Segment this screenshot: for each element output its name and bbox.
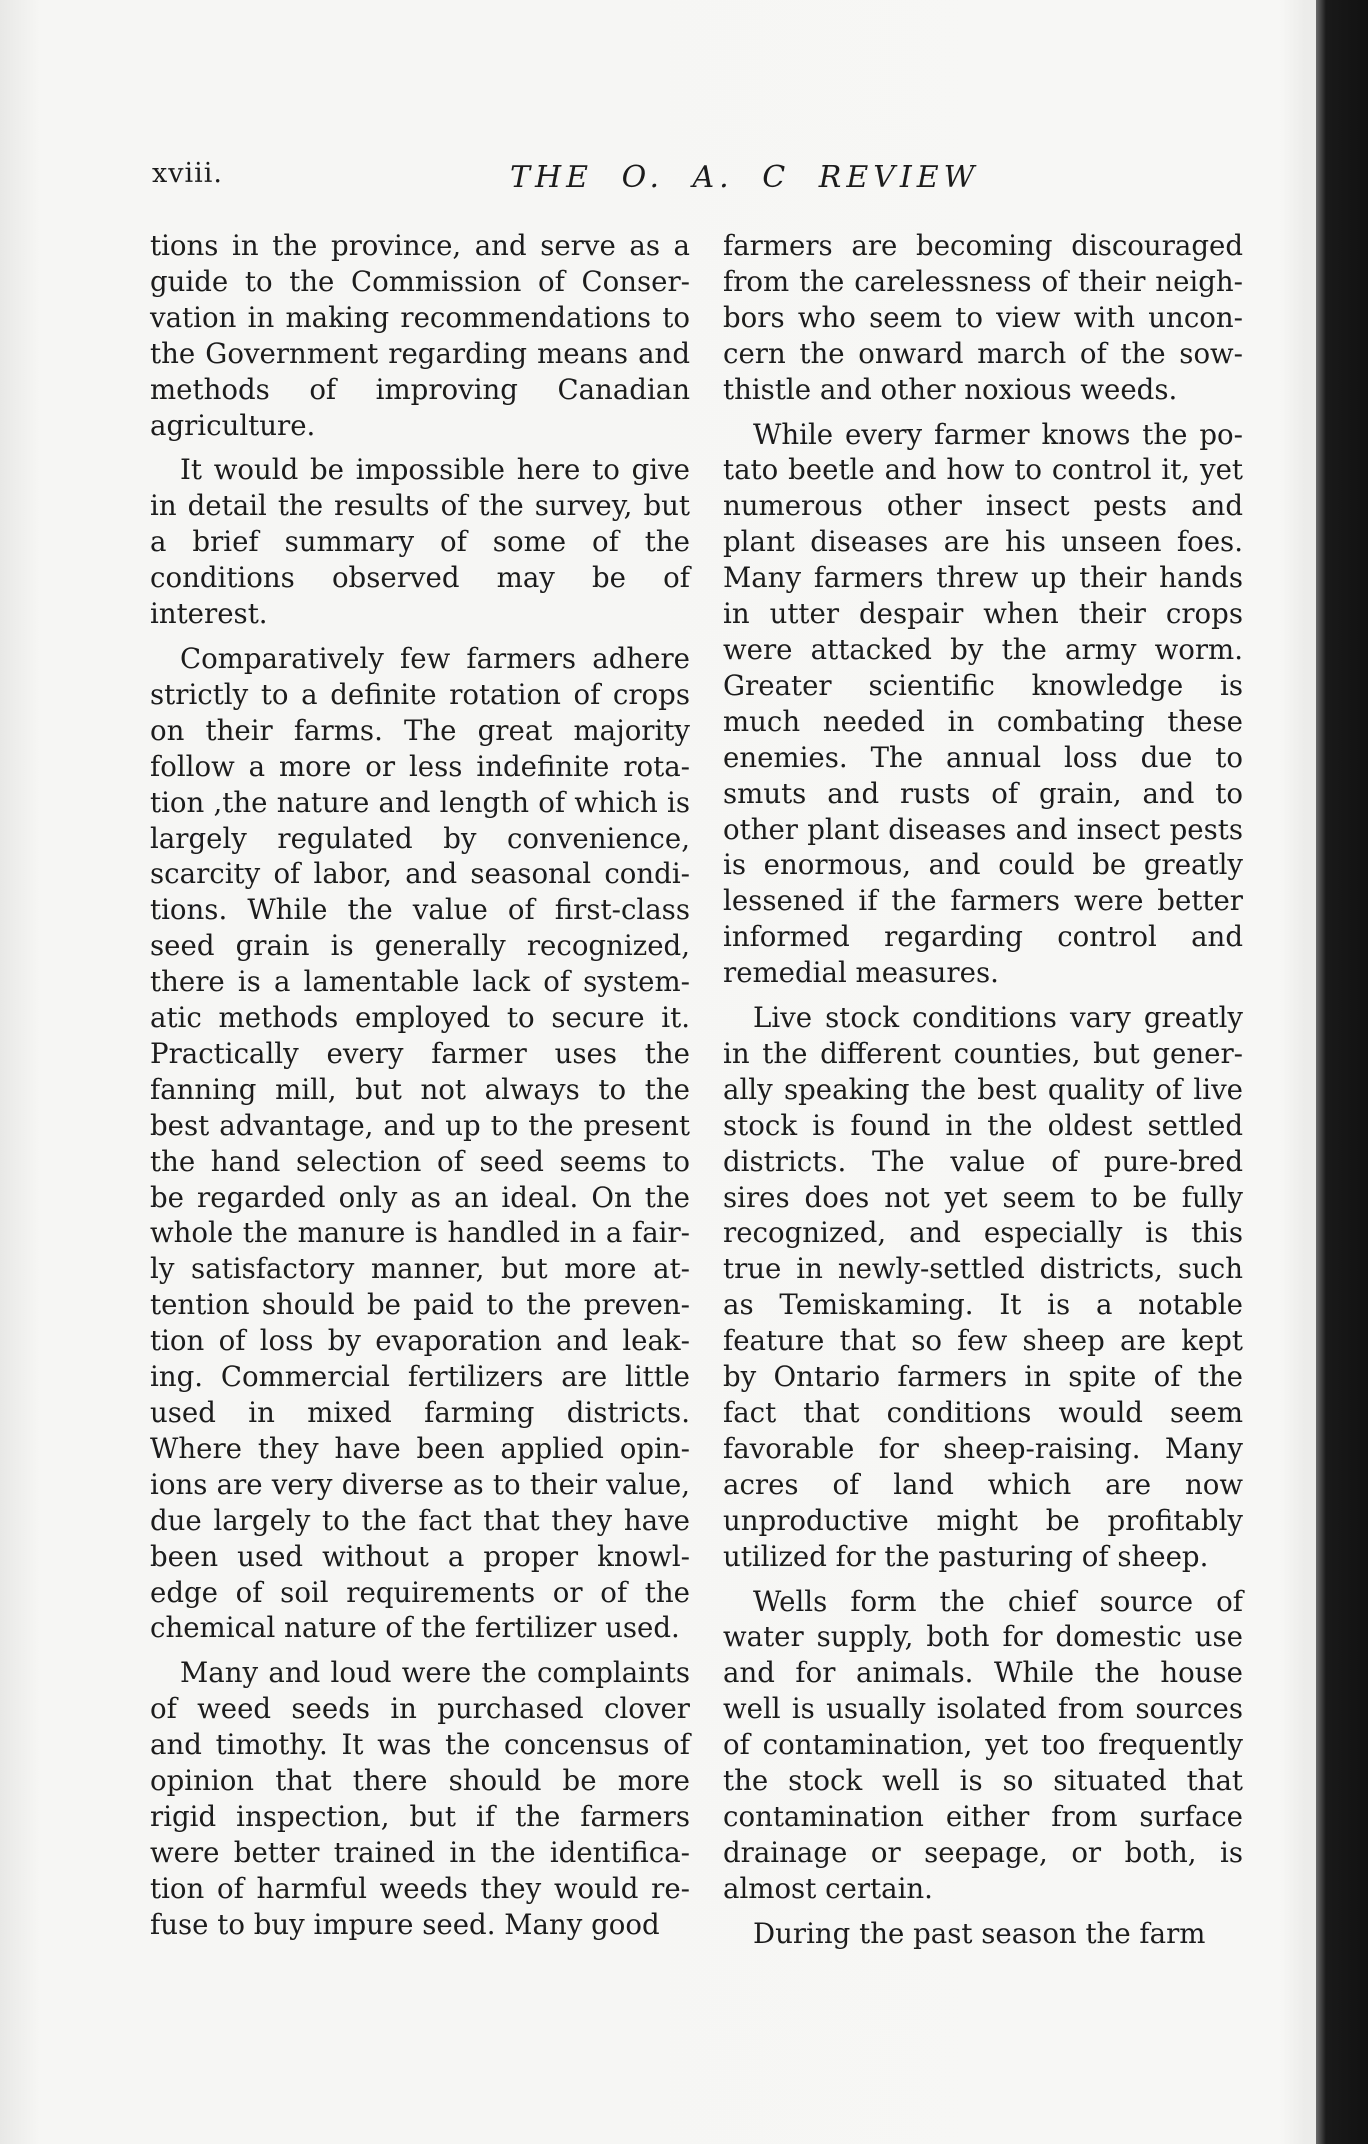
paragraph: Many and loud were the complaints of weed seeds in purchased clover and timothy. It was the concensus of opinion that there should be more rigid inspection, but if the farmers were better trained in the identification of harmful weeds they would refuse to buy impure seed. Many good xyxy=(150,1656,690,1941)
running-head: THE O. A. C REVIEW xyxy=(510,160,980,195)
paragraph: Live stock conditions vary greatly in the different counties, but generally speaking the best quality of live stock is found in the oldest settled districts. The value of pure-bred sires does not yet seem to be fully recognized, and especially is this true in newly-settled districts, such as Temiskaming. It is a notable feature that so few sheep are kept by Ontario farmers in spite of the fact that conditions would seem favorable for sheep-raising. Many acres of land which are now unproductive might be profitably utilized for the pasturing of sheep. xyxy=(723,1001,1243,1573)
paragraph: farmers are becoming discouraged from the carelessness of their neighbors who seem to view with unconcern the onward march of the sow-thistle and other noxious weeds. xyxy=(723,229,1243,406)
page-number: xviii. xyxy=(152,158,223,189)
paragraph: Comparatively few farmers adhere strictly to a definite rotation of crops on their farms. The great majority follow a more or less indefinite rotation ,the nature and length of which is largely regulated by convenience, scarcity of labor, and seasonal conditions. While the value of first-class seed grain is generally recognized, there is a lamentable lack of systematic methods employed to secure it. Practically every farmer uses the fanning mill, but not always to the best advantage, and up to the present the hand selection of seed seems to be regarded only as an ideal. On the whole the manure is handled in a fairly satisfactory manner, but more attention should be paid to the prevention of loss by evaporation and leaking. Commercial fertilizers are little used in mixed farming districts. Where they have been applied opinions are very diverse as to their value, due largely to the fact that they have been used without a proper knowledge of soil requirements or of the chemical nature of the fertilizer used. xyxy=(150,641,690,1645)
paragraph: tions in the province, and serve as a guide to the Commission of Conservation in making recommendations to the Government regarding means and methods of improving Canadian agriculture. xyxy=(150,229,690,442)
paragraph: While every farmer knows the potato beetle and how to control it, yet numerous other insect pests and plant diseases are his unseen foes. Many farmers threw up their hands in utter despair when their crops were attacked by the army worm. Greater scientific knowledge is much needed in combating these enemies. The annual loss due to smuts and rusts of grain, and to other plant diseases and insect pests is enormous, and could be greatly lessened if the farmers were better informed regarding control and remedial measures. xyxy=(723,417,1243,990)
paragraph: Wells form the chief source of water supply, both for domestic use and for animals. While the house well is usually isolated from sources of contamination, yet too frequently the stock well is so situated that contamination either from surface drainage or seepage, or both, is almost certain. xyxy=(723,1584,1243,1905)
book-binding-edge xyxy=(1316,0,1368,2144)
right-column xyxy=(723,228,1243,1952)
paragraph: During the past season the farm xyxy=(753,1916,1206,1950)
left-column xyxy=(150,228,690,1943)
paragraph: It would be impossible here to give in detail the results of the survey, but a brief summary of some of the conditions observed may be of interest. xyxy=(150,453,690,631)
